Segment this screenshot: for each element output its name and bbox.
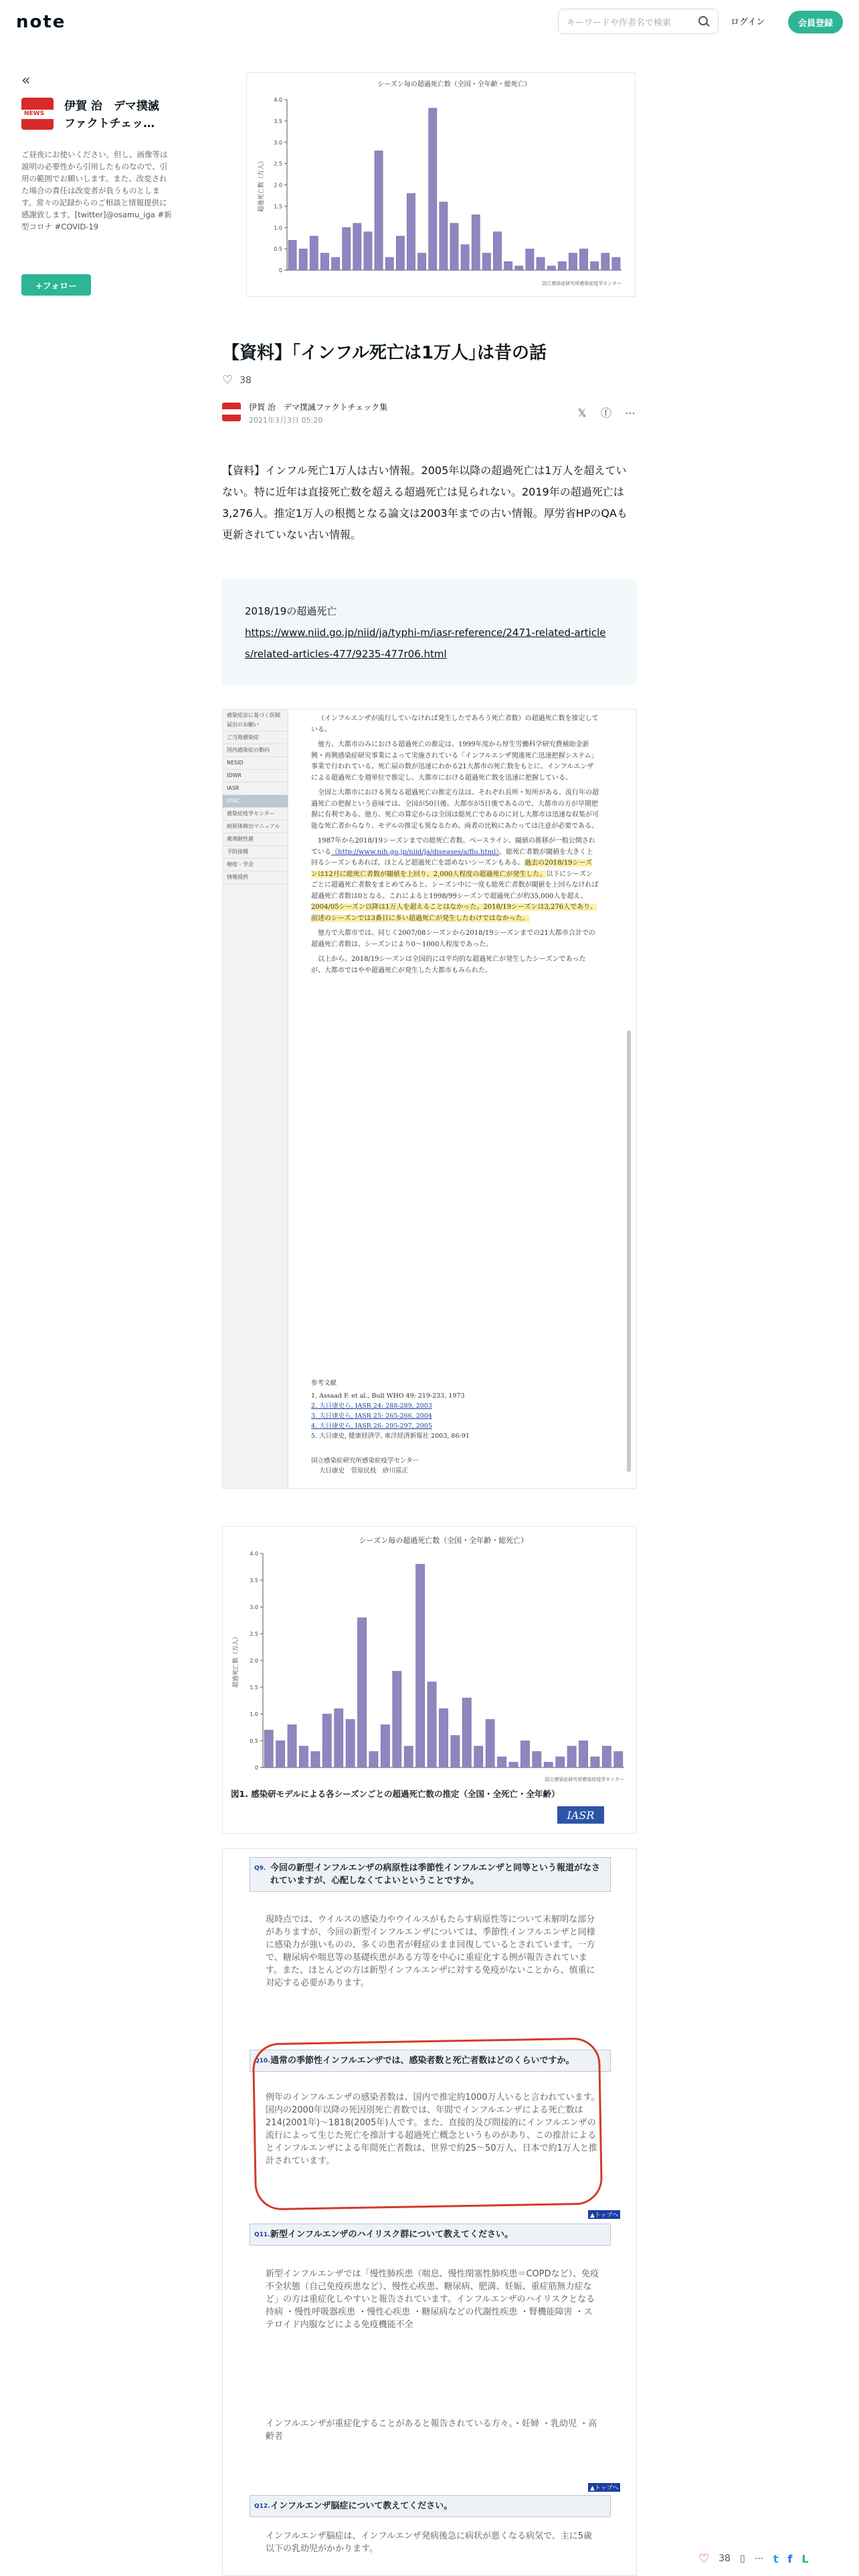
bar [569, 253, 577, 271]
report-side-item[interactable]: 病原体検出マニュアル [223, 821, 288, 833]
float-line-icon[interactable]: L [801, 2552, 809, 2565]
bar [515, 266, 523, 270]
report-side-item[interactable]: NESID [223, 757, 288, 770]
y-tick-label: 1.0 [274, 225, 282, 231]
bar [375, 151, 383, 271]
report-sidebar [223, 710, 288, 1489]
float-like-count[interactable]: 38 [719, 2553, 731, 2564]
bar [612, 257, 620, 270]
report-side-item[interactable]: 感染症疫学センター [223, 808, 288, 821]
author-name[interactable]: 伊賀 治 デマ撲滅ファクトチェック集 [249, 403, 388, 412]
bar [335, 1709, 343, 1767]
report-p5: 他方で大都市では、同じく2007/08シーズンから2018/19シーズンまでの21大都市合計での超過死亡者数は、シーズンにより0～1000人程度であった。 [311, 930, 595, 948]
report-text [311, 714, 599, 980]
chart-caption: 図1. 感染研モデルによる各シーズンごとの超過死亡数の推定（全国・全死亡・全年齢） [231, 1789, 560, 1799]
bar [276, 1741, 285, 1767]
collapse-sidebar-icon[interactable]: « [21, 72, 31, 89]
bar [404, 1746, 413, 1767]
bar [322, 1714, 331, 1767]
report-org: 国立感染症研究所感染症疫学センター [311, 1457, 419, 1465]
bar [556, 1757, 565, 1767]
red-circle-annotation [252, 2037, 603, 2210]
y-tick-label: 4.0 [274, 97, 282, 103]
article-body: 【資料】インフル死亡1万人は古い情報。2005年以降の超過死亡は1万人を超えていない。特に近年は直接死亡数を超える超過死亡は見られない。2019年の超過死亡は3,276人。推定1万人の根拠となる論文は2003年までの古い情報。厚労省HPのQAも更新されていない古い情報。 [222, 464, 628, 541]
question-11: Q11. 新型インフルエンザのハイリスク群について教えてください。 [250, 2224, 611, 2246]
y-axis-label: 超過死亡数（万人） [258, 157, 265, 213]
bar [353, 223, 361, 270]
twitter-icon[interactable]: 𝕏 [577, 407, 587, 419]
y-tick-label: 3.5 [274, 118, 282, 124]
y-tick-label: 0 [254, 1765, 258, 1771]
bar [288, 1725, 296, 1767]
search-input[interactable] [558, 9, 719, 34]
bar [533, 1751, 541, 1767]
answer-11: 新型インフルエンザでは「慢性肺疾患（喘息、慢性閉塞性肺疾患＝COPDなど）、免疫不全状態（自己免疫疾患など）、慢性心疾患、糖尿病、肥満、妊娠、重症筋無力症など」の方は重症化しやすいと報告されています。インフルエンザのハイリスクとなる持病 ・慢性呼吸器疾患 ・慢性心疾患 ・糖尿病などの代謝性疾患 ・腎機能障害 ・ステロイド内服などによる免疫機能不全 [266, 2269, 599, 2330]
bar [602, 1746, 611, 1767]
bar [310, 236, 318, 270]
bar [427, 1682, 436, 1767]
report-side-item[interactable]: 感染症法に基づく医師届出のお願い [223, 710, 288, 732]
report-highlight-1: 過去の2018/19シーズンは12月に総死亡者数が閾値を上回り、2,000人程度の超過死亡が発生した。 [311, 859, 593, 878]
bar [579, 249, 587, 270]
y-tick-label: 1.0 [250, 1711, 258, 1717]
report-side-item[interactable]: ご当地感染症 [223, 732, 288, 744]
search-placeholder: キーワードや作者名で検索 [567, 17, 672, 28]
bar [558, 261, 566, 270]
like-row [222, 373, 252, 387]
answer-10: 例年のインフルエンザの感染者数は、国内で推定約1000万人いると言われています。国内の2000年以降の死因別死亡者数では、年間でインフルエンザによる死亡数は214(2001年)～1818(2005年)人です。また、直接的及び間接的にインフルエンザの流行によって生じた死亡を推計する超過死亡概念というものがあり、この推計によるとインフルエンザによる年間死亡者数は、世界で約25～50万人、日本で約1万人と推計されています。 [266, 2092, 600, 2166]
bar [381, 1725, 389, 1767]
y-tick-label: 0.5 [250, 1738, 258, 1744]
bar [396, 236, 404, 270]
magazine-add-icon[interactable]: ▯ [739, 2553, 745, 2564]
bar [299, 1746, 308, 1767]
report-side-item[interactable]: IDSC [223, 795, 288, 808]
bar [461, 245, 469, 270]
signup-button[interactable]: 会員登録 [788, 11, 843, 33]
bar [509, 1762, 518, 1767]
more-icon[interactable]: ⋯ [625, 407, 636, 419]
bar [486, 1719, 494, 1767]
report-side-item[interactable]: 検疫・学会 [223, 859, 288, 871]
article-title: 【資料】｢インフル死亡は1万人｣は昔の話 [222, 343, 547, 363]
y-tick-label: 1.5 [250, 1685, 258, 1691]
chart-title: シーズン毎の超過死亡数（全国・全年齢・総死亡） [377, 81, 531, 88]
full-chart-figure [222, 1526, 637, 1834]
embed-link[interactable]: https://www.niid.go.jp/niid/ja/typhi-m/iasr-reference/2471-related-articles/related-articles-477/9235-477r06.html [245, 627, 606, 660]
bar [601, 253, 609, 271]
ref-3[interactable]: 3. 大日康史ら, IASR 25: 265-266, 2004 [311, 1412, 432, 1420]
bar [544, 1762, 553, 1767]
bar [547, 266, 555, 270]
bar [369, 1751, 378, 1767]
bar [472, 215, 480, 270]
bar [474, 1746, 483, 1767]
ref-2[interactable]: 2. 大日康史ら, IASR 24: 288-289, 2003 [311, 1402, 432, 1410]
magazine-name[interactable]: 伊賀 治 デマ撲滅ファクトチェッ… [64, 100, 159, 130]
bar [614, 1751, 623, 1767]
report-side-item[interactable]: 予防接種 [223, 846, 288, 859]
y-tick-label: 2.5 [274, 160, 282, 167]
bar [440, 202, 448, 270]
question-9: Q9. 今回の新型インフルエンザの病原性は季節性インフルエンザと同等という報道がなされていますが、心配しなくてよいということですか。 [250, 1857, 611, 1892]
bar [439, 1709, 448, 1767]
magazine-logo[interactable] [21, 98, 54, 130]
chart-title: シーズン毎の超過死亡数（全国・全年齢・総死亡） [359, 1536, 529, 1545]
report-side-item[interactable]: IDWR [223, 770, 288, 782]
report-p6: 以上から、2018/19シーズンは全国的には平均的な超過死亡が発生したシーズンであったが、大都市ではやや超過死亡が発生した大都市もみられた。 [311, 956, 586, 974]
floating-action-bar [698, 2541, 859, 2576]
bar [462, 1698, 471, 1767]
qa-screenshot [222, 1848, 637, 2576]
answer-11b: インフルエンザが重症化することがあると報告されている方々。・妊婦 ・乳幼児 ・高齢者 [266, 2419, 597, 2442]
login-link[interactable]: ログイン [731, 17, 765, 27]
refs-heading: 参考文献 [311, 1380, 337, 1387]
float-facebook-icon[interactable]: f [787, 2552, 793, 2565]
report-side-item[interactable]: 情報提供 [223, 871, 288, 884]
report-side-item[interactable]: 国内感染症の動向 [223, 744, 288, 757]
bar [320, 253, 328, 271]
bar [493, 232, 501, 270]
follow-button[interactable]: +フォロー [21, 274, 91, 296]
y-tick-label: 2.0 [274, 182, 282, 189]
y-tick-label: 1.5 [274, 203, 282, 210]
float-twitter-icon[interactable]: t [773, 2552, 779, 2565]
magazine-description: ご昼夜にお使いください。但し、画像等は説明の必要性から引用したものなので、引用の範囲でお願いします。また、改変された場合の責任は改変者が負うものとします。常々の記録からのご相談と情報提供に感謝致します。[twitter]@osamu_iga #新型コロナ #COVID-19 [21, 150, 172, 231]
bar [417, 253, 425, 271]
like-count[interactable]: 38 [240, 374, 252, 386]
ref-5: 5. 大日康史, 健康経済学, 東洋経済新報社 2003, 86-91 [311, 1432, 470, 1440]
bar [591, 261, 599, 270]
bar [385, 257, 393, 270]
like-heart-icon[interactable]: ♡ [698, 2551, 710, 2566]
y-tick-label: 4.0 [250, 1551, 258, 1557]
bar [331, 257, 339, 270]
y-tick-label: 3.5 [250, 1578, 258, 1584]
ref-1: 1. Assaad F. et al., Bull WHO 49: 219-233, 1973 [311, 1392, 465, 1400]
y-tick-label: 3.0 [274, 139, 282, 146]
link-embed[interactable] [222, 579, 637, 685]
answer-9: 現時点では、ウイルスの感染力やウイルスがもたらす病原性等について未解明な部分がありますが、今回の新型インフルエンザについては、季節性インフルエンザと同様に感染力が強いものの、多くの患者が軽症のまま回復しているとされています。一方で、糖尿病や喘息等の基礎疾患がある方等を中心に重症化する例が報告されています。また、ほとんどの方は新型インフルエンザに対する免疫がないことから、慎重に対応する必要があります。 [266, 1915, 595, 1988]
bar [364, 232, 372, 270]
report-link[interactable]: （http://www.nih.go.jp/niid/ja/diseases/a/flu.html） [331, 848, 500, 856]
bar [450, 223, 458, 270]
bar [429, 108, 437, 270]
y-tick-label: 0 [278, 267, 282, 274]
author-avatar[interactable] [222, 403, 241, 421]
bar [299, 249, 307, 270]
answer-12: インフルエンザ脳症は、インフルエンザ発病後急に病状が悪くなる病気で、主に5歳以下の乳幼児がかかります。 [266, 2531, 592, 2554]
y-axis-label: 超過死亡数（万人） [233, 1633, 240, 1688]
iasr-badge: IASR [567, 1809, 595, 1822]
author-row [222, 400, 637, 429]
report-side-item[interactable]: 薬剤耐性菌 [223, 833, 288, 846]
question-10: Q10. 通常の季節性インフルエンザでは、感染者数と死亡者数はどのくらいですか。 [250, 2050, 611, 2072]
bar [343, 227, 351, 270]
bar [346, 1719, 355, 1767]
post-date: 2021年3月3日 05:20 [249, 416, 323, 425]
report-p4: 1987年から2018/19シーズンまでの総死亡者数、ベースライン、閾値の推移が一般公開されている（http://www.nih.go.jp/niid/ja/diseases/a/flu.html）。総死亡者数が閾値を大きく上回るシーズンもあれば、ほとんど超過死亡を認めないシーズンもある。過去の2018/19シーズンは12月に総死亡者数が閾値を上回り、2,000人程度の超過死亡が発生した。以下にシーズンごとに超過死亡者数をまとめてみると、シーズン中に一度も総死亡者数が閾値を上回らなければ超過死亡者数は0となる。これによると1998/99シーズンで超過死亡が約35,000人を超え、2004/05シーズン以降は1万人を超えることはなかった。2018/19シーズンは3,276人であり、前述のシーズンでは3番目に多い超過死亡が発生したわけではなかった。 [311, 837, 599, 922]
bar [497, 1757, 506, 1767]
bar [416, 1564, 425, 1767]
magazine-logo-text: NEWS [24, 110, 45, 117]
bar [264, 1730, 273, 1767]
top-chart [247, 73, 636, 298]
full-chart [223, 1527, 638, 1834]
facebook-icon[interactable]: ⓕ [600, 407, 611, 419]
to-top-tag[interactable]: ▲トップへ [588, 2210, 620, 2219]
y-tick-label: 0.5 [274, 246, 282, 253]
bar [451, 1735, 460, 1767]
share-icons [575, 407, 637, 420]
report-scrollbar[interactable] [627, 1031, 631, 1472]
bar [311, 1751, 320, 1767]
to-top-tag-2[interactable]: ▲トップへ [588, 2483, 620, 2492]
top-chart-figure [246, 72, 636, 297]
bar [579, 1741, 587, 1767]
bar [537, 257, 545, 270]
report-highlight-2: 2004/05シーズン以降は1万人を超えることはなかった。2018/19シーズンは3,276人であり、前述のシーズンでは3番目に多い超過死亡が発生したわけではなかった。 [311, 903, 597, 922]
chart-source: 国立感染症研究所感染症疫学センター [545, 1777, 624, 1782]
header [0, 0, 859, 43]
heart-icon[interactable]: ♡ [222, 373, 233, 387]
bar [567, 1746, 576, 1767]
note-logo[interactable]: note [16, 12, 66, 32]
chart-source: 国立感染症研究所感染症疫学センター [542, 281, 622, 286]
report-references [311, 1378, 599, 1476]
bar [288, 240, 296, 270]
y-tick-label: 3.0 [250, 1604, 258, 1610]
bar [407, 193, 415, 270]
question-12: Q12. インフルエンザ脳症について教えてください。 [250, 2495, 611, 2517]
bar [520, 1741, 529, 1767]
search-icon[interactable] [698, 15, 710, 27]
ref-4[interactable]: 4. 大日康史ら, IASR 26: 295-297, 2005 [311, 1422, 432, 1430]
report-p2: 他方、大都市のみにおける超過死亡の推定は、1999年度から厚生労働科学研究費補助金新興・再興感染症研究事業によって実施されている「インフルエンザ関連死亡迅速把握システム」事業で行われている。死亡届の数が迅速にわかる21大都市の死亡数をもとに、インフルエンザによる超過死亡を週単位で推定し、大都市における超過死亡数を迅速に把握している。 [311, 741, 598, 782]
report-screenshot [222, 709, 637, 1489]
bar [357, 1618, 366, 1767]
bar [482, 253, 490, 271]
bar [591, 1757, 599, 1767]
more-dots-icon[interactable]: ⋯ [754, 2553, 764, 2564]
report-side-item[interactable]: IASR [223, 782, 288, 795]
bar [393, 1671, 401, 1767]
report-staff: 大日康史 菅原民枝 砂川富正 [319, 1467, 409, 1475]
bar [504, 261, 512, 270]
y-tick-label: 2.0 [250, 1658, 258, 1664]
bar [526, 249, 534, 270]
report-p1: （インフルエンザが流行していなければ発生したであろう死亡者数）の超過死亡数を推定している。 [311, 715, 599, 734]
embed-title: 2018/19の超過死亡 [245, 605, 337, 617]
y-tick-label: 2.5 [250, 1631, 258, 1637]
report-p3: 全国と大都市における異なる超過死亡の推定方法は、それぞれ長所・短所がある。流行年の超過死亡の把握という意味では、全国が50日後、大都市が5日後であるので、大都市の方が早期把握に有利である。他方、死亡の算定からは全国は総死亡であるのに対し大都市は迅速な収集が可能な死亡者からなり、モデルの推定も異なるため、両者の比較にあたっては注意が必要である。 [311, 789, 599, 830]
